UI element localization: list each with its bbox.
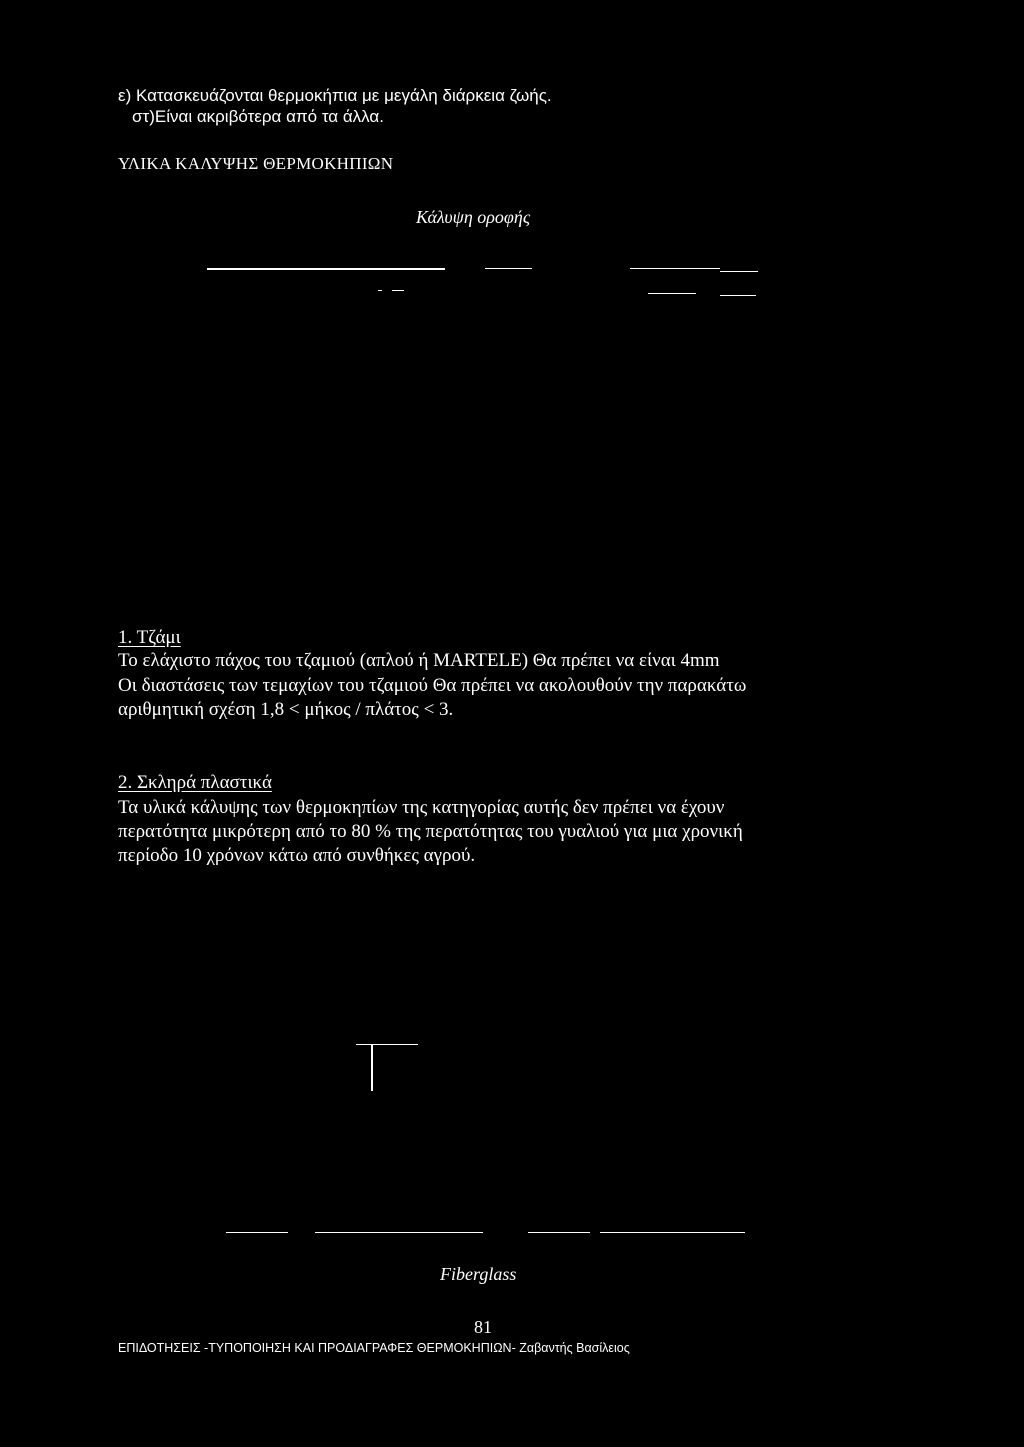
figure-line — [630, 268, 720, 269]
plastics-text-line: περίοδο 10 χρόνων κάτω από συνθήκες αγρού. — [118, 845, 476, 866]
figure-line — [648, 293, 696, 294]
figure-line — [226, 1232, 288, 1233]
figure-line — [378, 290, 382, 291]
running-footer: ΕΠΙΔΟΤΗΣΕΙΣ -ΤΥΠΟΠΟΙΗΣΗ ΚΑΙ ΠΡΟΔΙΑΓΡΑΦΕΣ ΘΕΡΜΟΚΗΠΙΩΝ- Ζαβαντής Βασίλειος — [118, 1341, 630, 1355]
plastics-text-line: περατότητα μικρότερη από το 80 % της περατότητας του γυαλιού για μια χρονική — [118, 821, 743, 842]
figure-line — [356, 1044, 418, 1045]
figure-line — [315, 1232, 483, 1233]
list-item-st: στ)Είναι ακριβότερα από τα άλλα. — [132, 107, 384, 126]
figure-line — [392, 290, 404, 291]
figure-line — [528, 1232, 590, 1233]
section-heading: ΥΛΙΚΑ ΚΑΛΥΨΗΣ ΘΕΡΜΟΚΗΠΙΩΝ — [118, 154, 394, 173]
glass-text-line: αριθμητική σχέση 1,8 < μήκος / πλάτος < 3. — [118, 699, 454, 720]
figure-line — [485, 268, 532, 269]
list-item-e: ε) Κατασκευάζονται θερμοκήπια με μεγάλη διάρκεια ζωής. — [118, 86, 552, 105]
glass-section-title: 1. Τζάμι — [118, 627, 181, 648]
figure-line — [600, 1232, 745, 1233]
figure-line — [207, 268, 445, 270]
figure-caption: Κάλυψη οροφής — [416, 207, 531, 227]
figure-caption: Fiberglass — [440, 1264, 517, 1284]
figure-line — [720, 295, 756, 296]
figure-line — [371, 1044, 373, 1091]
glass-text-line: Οι διαστάσεις των τεμαχίων του τζαμιού Θα πρέπει να ακολουθούν την παρακάτω — [118, 675, 747, 696]
plastics-section-title: 2. Σκληρά πλαστικά — [118, 772, 272, 793]
plastics-text-line: Τα υλικά κάλυψης των θερμοκηπίων της κατηγορίας αυτής δεν πρέπει να έχουν — [118, 797, 725, 818]
glass-text-line: Το ελάχιστο πάχος του τζαμιού (απλού ή MARTELE) Θα πρέπει να είναι 4mm — [118, 650, 720, 671]
page-number: 81 — [474, 1317, 492, 1337]
figure-line — [720, 271, 758, 272]
